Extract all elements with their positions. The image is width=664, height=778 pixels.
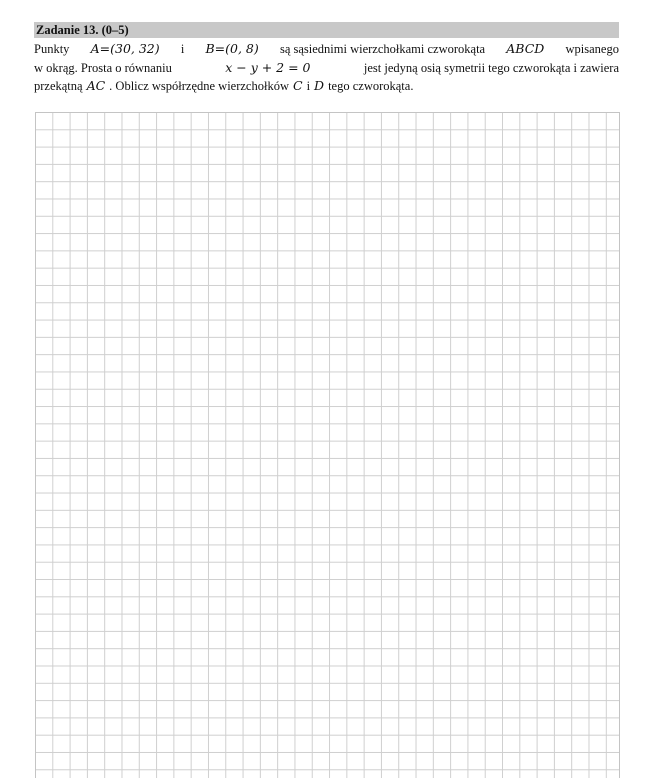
text: tego czworokąta.: [328, 79, 414, 93]
answer-grid[interactable]: [35, 112, 620, 778]
text: i: [180, 42, 185, 56]
line-equation: x − y + 2 = 0: [225, 59, 311, 75]
task-statement: [34, 40, 619, 96]
task-line-1: [34, 40, 619, 59]
point-a: A=(30, 32): [90, 41, 160, 56]
vertex-d: D: [314, 78, 325, 93]
text: Punkty: [34, 42, 70, 56]
point-b: B=(0, 8): [205, 41, 259, 56]
text: wpisanego: [565, 42, 619, 56]
task-line-2: [34, 59, 619, 78]
task-line-3: [34, 77, 619, 96]
quadrilateral-name: ABCD: [506, 41, 545, 56]
vertex-c: C: [292, 78, 303, 93]
task-header: Zadanie 13. (0–5): [34, 22, 619, 38]
text: i: [306, 79, 311, 93]
diagonal-name: AC: [86, 78, 106, 93]
text: . Oblicz współrzędne wierzchołków: [109, 79, 289, 93]
text: w okrąg. Prosta o równaniu: [34, 60, 172, 75]
text: są sąsiednimi wierzchołkami czworokąta: [279, 42, 486, 56]
text: jest jedyną osią symetrii tego czworokąta i zawiera: [363, 60, 619, 75]
text: przekątną: [34, 79, 83, 93]
